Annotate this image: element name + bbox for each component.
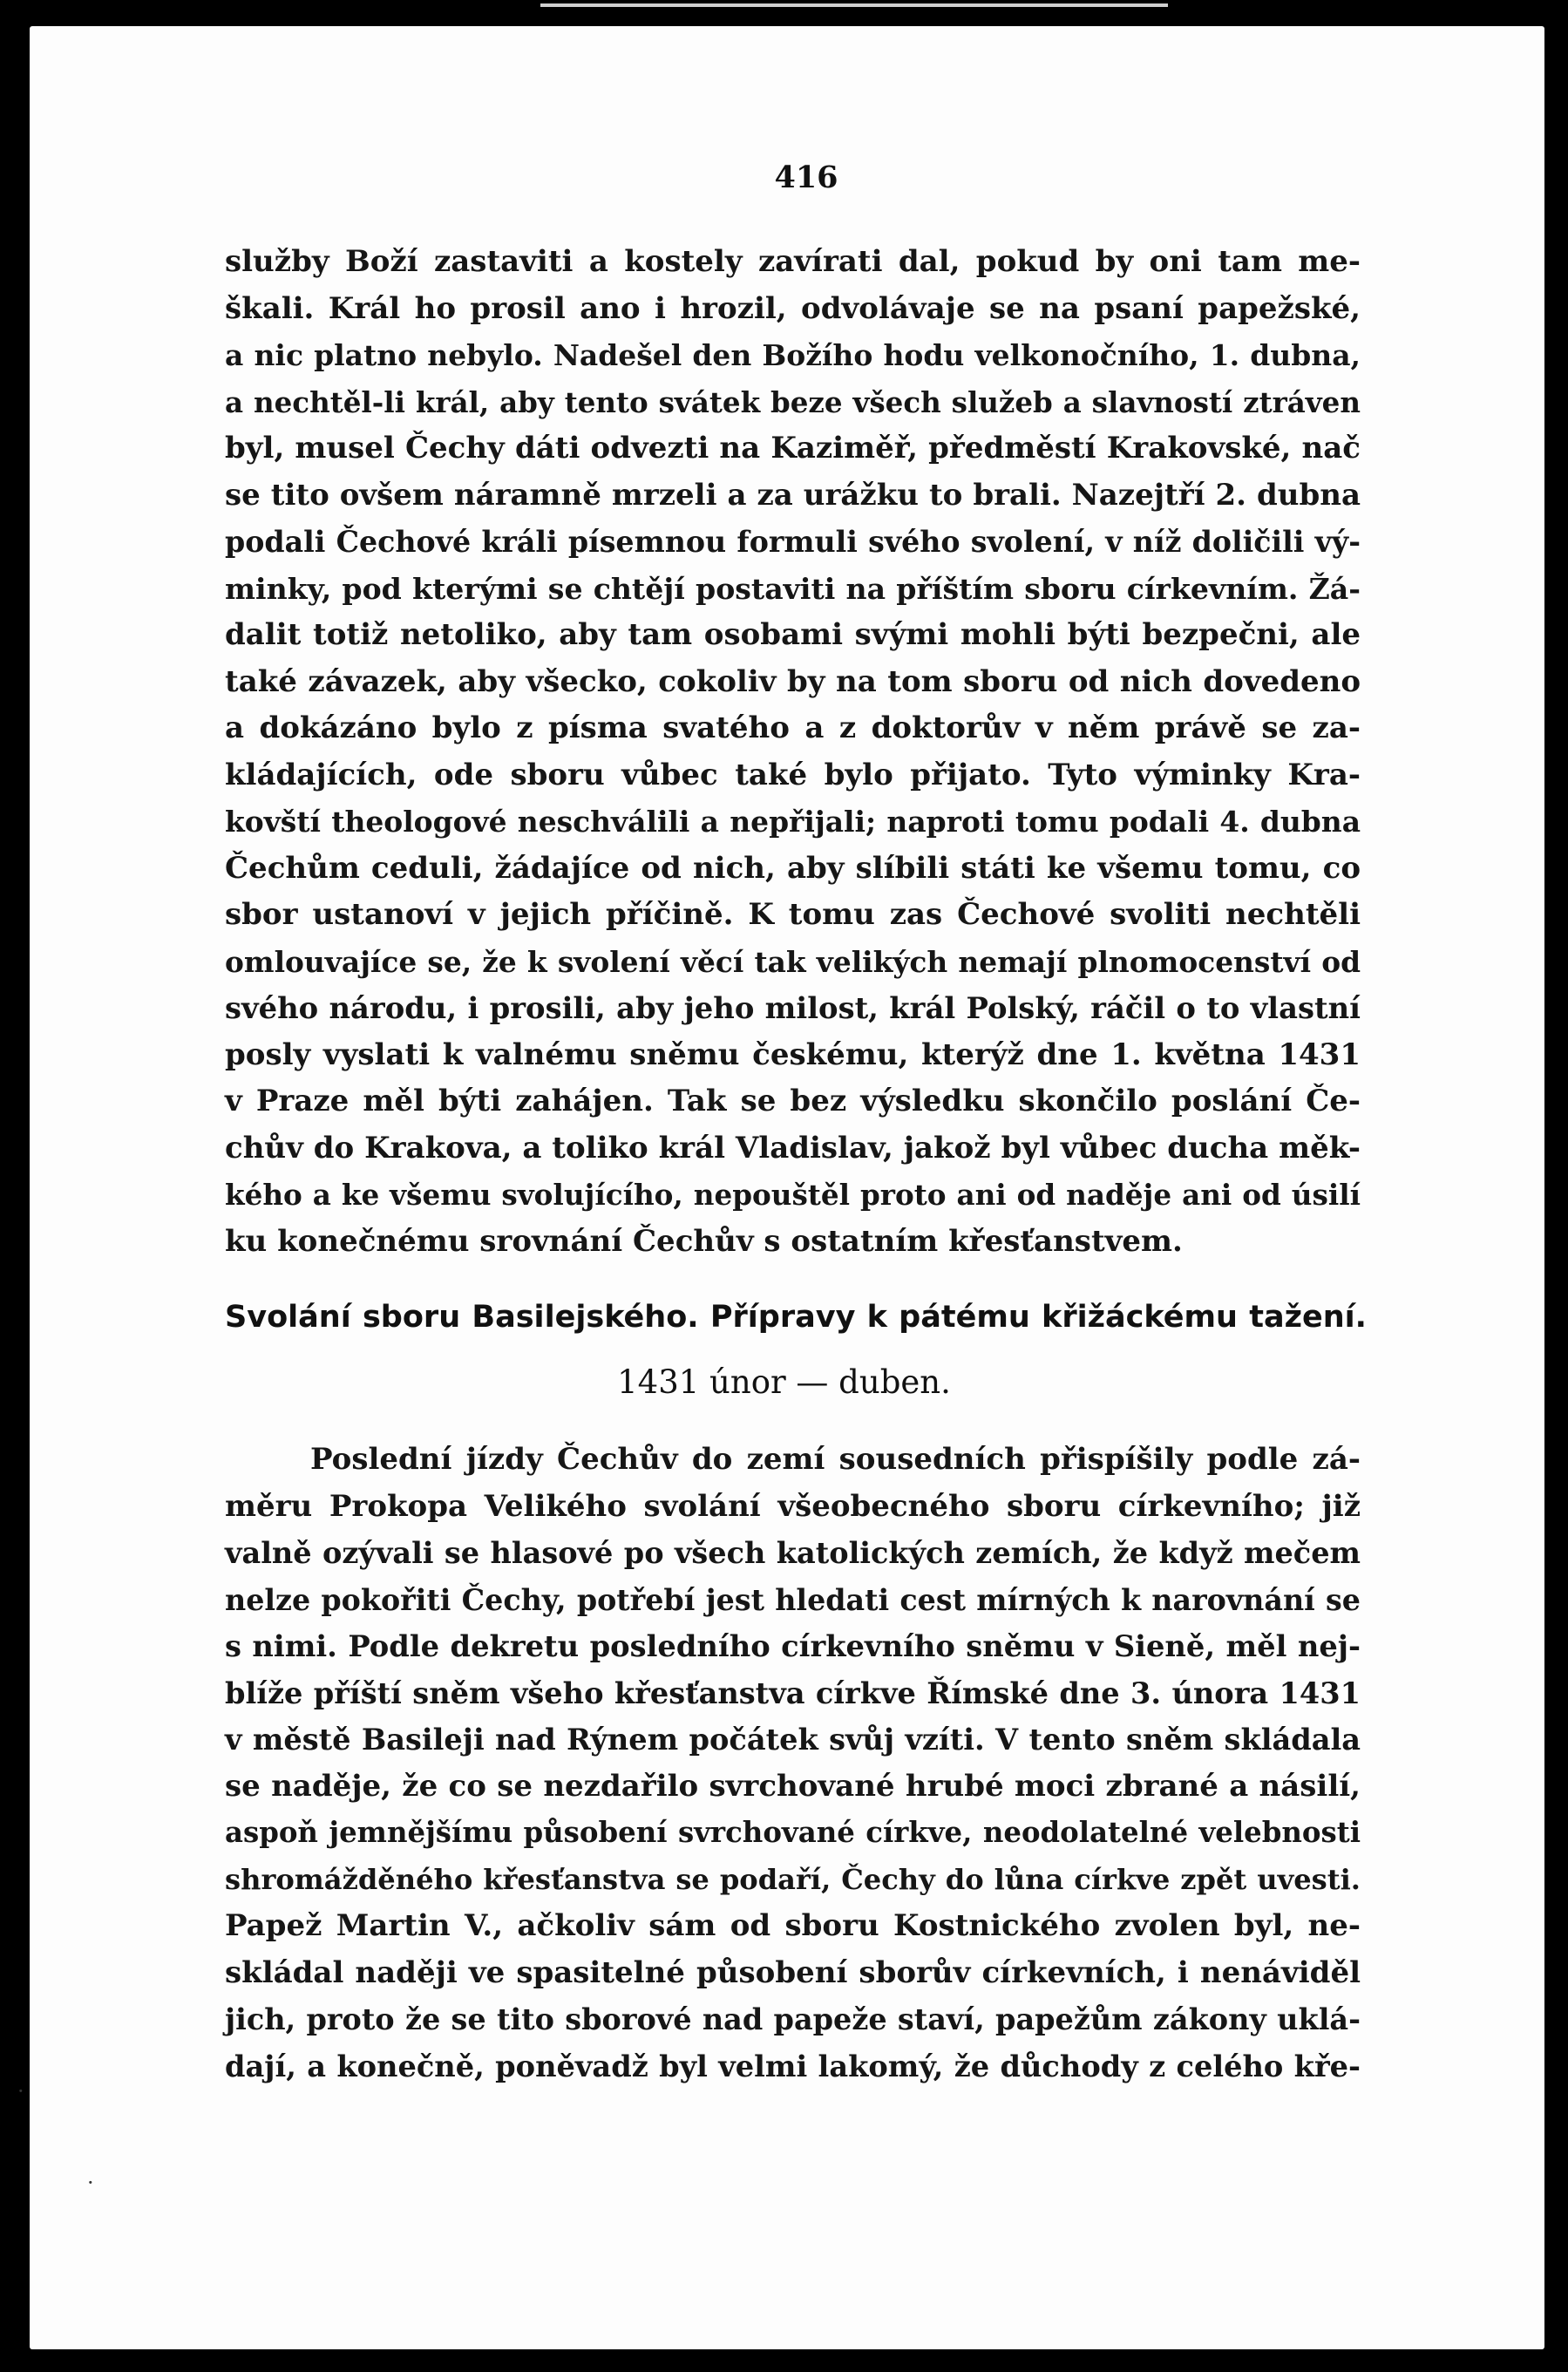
text-line: omlouvajíce se, že k svolení věcí tak velikých nemají plnomocenství od bbox=[225, 944, 1361, 979]
text-line: byl, musel Čechy dáti odvezti na Kaziměř, předměstí Krakovské, nač bbox=[225, 431, 1361, 466]
scan-edge-mark bbox=[540, 3, 1168, 7]
text-line: blíže příští sněm všeho křesťanstva církve Římské dne 3. února 1431 bbox=[225, 1675, 1361, 1710]
text-line: posly vyslati k valnému sněmu českému, kterýž dne 1. května 1431 bbox=[225, 1036, 1361, 1072]
text-line: kládajících, ode sboru vůbec také bylo přijato. Tyto výminky Kra- bbox=[225, 757, 1361, 792]
text-line: Poslední jízdy Čechův do zemí sousedních přispíšily podle zá- bbox=[310, 1442, 1361, 1477]
text-line: služby Boží zastaviti a kostely zavírati dal, pokud by oni tam me- bbox=[225, 244, 1361, 279]
text-line: kého a ke všemu svolujícího, nepouštěl proto ani od naděje ani od úsilí bbox=[225, 1178, 1361, 1212]
text-line: svého národu, i prosili, aby jeho milost, král Polský, ráčil o to vlastní bbox=[225, 990, 1361, 1025]
text-line: v městě Basileji nad Rýnem počátek svůj vzíti. V tento sněm skládala bbox=[225, 1722, 1361, 1757]
text-line: sbor ustanoví v jejich příčině. K tomu zas Čechové svoliti nechtěli bbox=[225, 897, 1361, 932]
text-line: jich, proto že se tito sborové nad papeže staví, papežům zákony uklá- bbox=[225, 2002, 1361, 2036]
text-line: minky, pod kterými se chtějí postaviti na příštím sboru církevním. Žá- bbox=[225, 571, 1361, 606]
text-line: aspoň jemnějšímu působení svrchované církve, neodolatelné velebnosti bbox=[225, 1816, 1361, 1849]
text-line: měru Prokopa Velikého svolání všeobecného sboru církevního; již bbox=[225, 1488, 1361, 1524]
text-line: ku konečnému srovnání Čechův s ostatním křesťanstvem. bbox=[225, 1223, 1183, 1259]
text-line: dalit totiž netoliko, aby tam osobami svými mohli býti bezpečni, ale bbox=[225, 617, 1361, 652]
text-line: kovští theologové neschválili a nepřijali; naproti tomu podali 4. dubna bbox=[225, 805, 1361, 839]
section-date: 1431 únor — duben. bbox=[617, 1363, 951, 1401]
text-line: Čechům ceduli, žádajíce od nich, aby slíbili státi ke všemu tomu, co bbox=[225, 850, 1361, 886]
text-line: dají, a konečně, poněvadž byl velmi lakomý, že důchody z celého kře- bbox=[225, 2048, 1361, 2083]
text-line: shromážděného křesťanstva se podaří, Čechy do lůna církve zpět uvesti. bbox=[225, 1862, 1361, 1896]
page-number: 416 bbox=[774, 160, 838, 195]
text-line: a nechtěl-li král, aby tento svátek beze všech služeb a slavností ztráven bbox=[225, 384, 1361, 419]
text-line: chův do Krakova, a toliko král Vladislav, jakož byl vůbec ducha měk- bbox=[225, 1130, 1361, 1166]
text-line: se tito ovšem náramně mrzeli a za urážku to brali. Nazejtří 2. dubna bbox=[225, 477, 1361, 513]
text-line: podali Čechové králi písemnou formuli svého svolení, v níž doličili vý- bbox=[225, 525, 1361, 559]
paragraph-1 bbox=[225, 239, 1361, 1265]
margin-speck: · bbox=[17, 2079, 24, 2104]
text-line: a nic platno nebylo. Nadešel den Božího hodu velkonočního, 1. dubna, bbox=[225, 338, 1361, 372]
text-line: nelze pokořiti Čechy, potřebí jest hledati cest mírných k narovnání se bbox=[225, 1582, 1361, 1617]
text-line: skládal naději ve spasitelné působení sborův církevních, i nenáviděl bbox=[225, 1954, 1361, 1990]
paragraph-2 bbox=[225, 1437, 1361, 2090]
text-line: a dokázáno bylo z písma svatého a z doktorův v něm právě se za- bbox=[225, 710, 1361, 745]
text-line: v Praze měl býti zahájen. Tak se bez výsledku skončilo poslání Če- bbox=[225, 1084, 1361, 1118]
text-line: s nimi. Podle dekretu posledního církevního sněmu v Sieně, měl nej- bbox=[225, 1628, 1361, 1663]
text-line: Papež Martin V., ačkoliv sám od sboru Kostnického zvolen byl, ne- bbox=[225, 1908, 1361, 1943]
text-line: také závazek, aby všecko, cokoliv by na tom sboru od nich dovedeno bbox=[225, 663, 1361, 699]
section-heading: Svolání sboru Basilejského. Přípravy k pátému křižáckému tažení. bbox=[225, 1299, 1367, 1335]
margin-speck: · bbox=[87, 2171, 94, 2195]
text-line: se naděje, že co se nezdařilo svrchované hrubé moci zbrané a násilí, bbox=[225, 1768, 1361, 1804]
text-line: valně ozývali se hlasové po všech katolických zemích, že když mečem bbox=[225, 1536, 1361, 1570]
text-line: škali. Král ho prosil ano i hrozil, odvolávaje se na psaní papežské, bbox=[225, 290, 1361, 326]
